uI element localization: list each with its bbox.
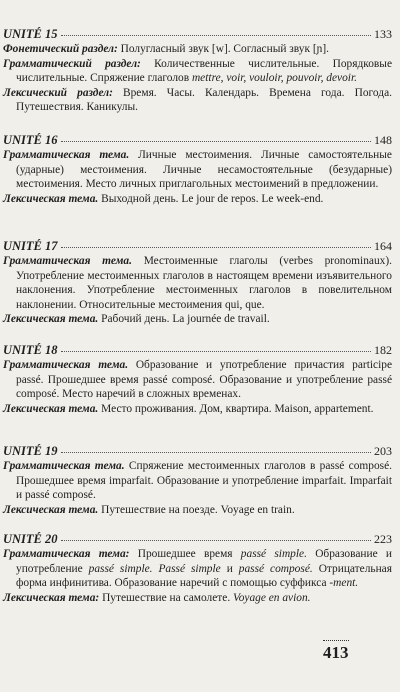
section-label: Грамматическая тема. xyxy=(3,255,132,267)
unit-body xyxy=(3,42,392,115)
topic-text: Место проживания. Дом, квартира. Maison, appartement. xyxy=(98,402,374,415)
page-number: 148 xyxy=(374,133,392,147)
section-label: Грамматическая тема. xyxy=(3,359,129,371)
unit-body xyxy=(3,254,392,327)
topic-text: Время. Часы. Календарь. Времена года. Погода. Путешествия. Каникулы. xyxy=(16,86,392,114)
toc-entry-unit-17 xyxy=(3,239,392,327)
unit-header xyxy=(3,343,392,358)
topic-text: mettre, voir, vouloir, pouvoir, devoir. xyxy=(191,72,357,85)
grammar-topic xyxy=(3,148,392,192)
grammar-topic xyxy=(3,358,392,402)
unit-body xyxy=(3,148,392,206)
section-label: Лексическая тема. xyxy=(3,503,99,516)
dot-leader xyxy=(61,140,371,142)
unit-title: UNITÉ 15 xyxy=(3,27,58,41)
section-label: Фонетический раздел: xyxy=(3,43,118,55)
unit-header xyxy=(3,444,392,459)
grammar-topic xyxy=(3,254,392,312)
topic-text: и xyxy=(220,562,239,575)
grammar-topic xyxy=(3,459,392,503)
page-number: 133 xyxy=(374,27,392,41)
lexical-topic xyxy=(3,591,392,606)
unit-title: UNITÉ 17 xyxy=(3,239,58,253)
unit-title: UNITÉ 18 xyxy=(3,343,58,357)
unit-body xyxy=(3,547,392,605)
grammar-topic xyxy=(3,547,392,591)
topic-text: Местоименные глаголы (verbes pronominaux). Употребление местоименных глаголов в настоящем времени изъявительного наклонения. Употребление местоименных глаголов в повелительном наклонении. Относительные местоимения qui, que. xyxy=(16,255,392,311)
dot-leader xyxy=(61,350,371,352)
topic-paragraph xyxy=(3,57,392,86)
unit-title: UNITÉ 20 xyxy=(3,532,58,546)
unit-body xyxy=(3,358,392,416)
dot-leader xyxy=(61,34,371,36)
unit-header xyxy=(3,27,392,42)
section-label: Грамматическая тема: xyxy=(3,548,130,560)
section-label: Грамматический раздел: xyxy=(3,57,141,70)
unit-title: UNITÉ 19 xyxy=(3,444,58,458)
dot-leader xyxy=(61,539,371,541)
topic-text: -ment. xyxy=(329,577,359,590)
toc-entry-unit-19 xyxy=(3,444,392,517)
unit-header xyxy=(3,133,392,148)
page-number: 223 xyxy=(374,532,392,546)
section-label: Грамматическая тема. xyxy=(3,460,125,472)
topic-text: Полугласный звук [w]. Согласный звук [ɲ]. xyxy=(117,43,330,55)
lexical-topic xyxy=(3,312,392,327)
topic-text: passé composé. xyxy=(238,562,313,575)
topic-text: Прошедшее время xyxy=(129,548,241,560)
topic-text: Образование и употребление причастия participe passé. Прошедшее время passé composé. Образование и употребление passé composé. Место наречий в сложных временах. xyxy=(16,359,392,401)
grammar-topic xyxy=(3,42,392,57)
section-label: Лексическая тема. xyxy=(3,402,99,415)
topic-text: Спряжение местоименных глаголов в passé composé. Прошедшее время imparfait. Образование и употребление imparfait. Imparfait и passé composé. xyxy=(16,460,392,502)
toc-entry-unit-16 xyxy=(3,133,392,206)
lexical-topic xyxy=(3,86,392,115)
topic-text: Отрицательная форма инфинитива. Образование наречий с помощью суффикса xyxy=(16,562,392,590)
toc-entry-unit-20 xyxy=(3,532,392,605)
topic-text: Количественные числительные. Порядковые числительные. Спряжение глаголов xyxy=(16,57,392,85)
lexical-topic xyxy=(3,402,392,417)
dot-leader xyxy=(61,451,371,453)
topic-text: Путешествие на самолете. xyxy=(99,591,234,604)
unit-body xyxy=(3,459,392,517)
topic-text: Рабочий день. La journée de travail. xyxy=(98,313,270,326)
topic-text: Личные местоимения. Личные самостоятельные (ударные) местоимения. Личные несамостоятельные (безударные) местоимения. Место личных приглагольных местоимений в предложении. xyxy=(16,149,392,191)
section-label: Лексическая тема: xyxy=(3,591,100,604)
topic-text: Путешествие на поезде. Voyage en train. xyxy=(98,503,295,516)
section-label: Лексический раздел: xyxy=(3,86,113,99)
section-label: Лексическая тема. xyxy=(3,192,99,205)
section-label: Грамматическая тема. xyxy=(3,149,130,161)
topic-text: Voyage en avion. xyxy=(233,591,311,604)
topic-text: passé simple. xyxy=(240,548,307,560)
page-number: 203 xyxy=(374,444,392,458)
page-number: 182 xyxy=(374,343,392,357)
topic-text: Выходной день. Le jour de repos. Le week-end. xyxy=(98,192,324,205)
section-label: Лексическая тема. xyxy=(3,313,99,326)
unit-title: UNITÉ 16 xyxy=(3,133,58,147)
topic-text: passé simple. Passé simple xyxy=(88,562,221,575)
page-number: 164 xyxy=(374,239,392,253)
toc-entry-unit-18 xyxy=(3,343,392,416)
topic-text: Образование и употребление xyxy=(16,548,392,575)
toc-entry-unit-15 xyxy=(3,27,392,115)
lexical-topic xyxy=(3,192,392,207)
folio-page-number: 413 xyxy=(323,640,349,661)
unit-header xyxy=(3,239,392,254)
dot-leader xyxy=(61,246,371,248)
lexical-topic xyxy=(3,503,392,518)
unit-header xyxy=(3,532,392,547)
